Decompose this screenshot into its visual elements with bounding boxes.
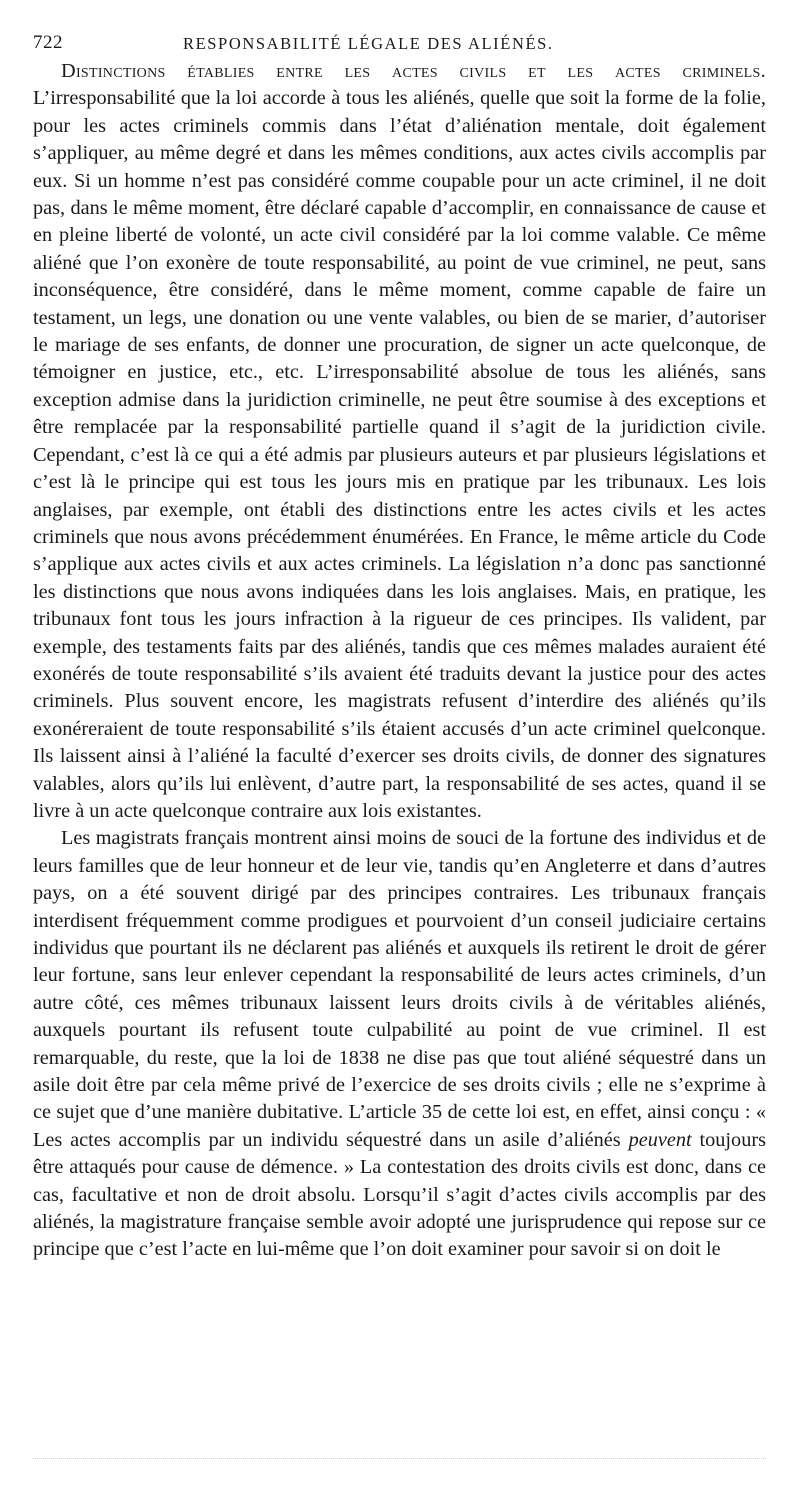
paragraph-2-text-end: toujours être attaqués pour cause de démence. » La contestation des droits civils est donc, dans ce cas, facultative et non de droit absolu. Lorsqu’il s’agit d’actes civils accomplis par des aliénés, la magistrature française semble avoir adopté une jurisprudence qui repose sur ce principe que c’est l’acte en lui-même que l’on doit examiner pour savoir si on doit le [33,1128,766,1261]
book-page [33,28,766,1264]
paragraph-2-text-start: Les magistrats français montrent ainsi moins de souci de la fortune des individus et de leurs familles que de leur honneur et de leur vie, tandis qu’en Angleterre et dans d’autres pays, on a été souvent dirigé par des principes contraires. Les tribunaux français interdisent fréquemment comme prodigues et pourvoient d’un conseil judiciaire certains individus que pourtant ils ne déclarent pas aliénés et auxquels ils retirent le droit de gérer leur fortune, sans leur enlever cependant la responsabilité de leurs actes criminels, d’un autre côté, ces mêmes tribunaux laissent leurs droits civils à de véritables aliénés, auxquels pourtant ils refusent toute culpabilité au point de vue criminel. Il est remarquable, du reste, que la loi de 1838 ne dise pas que tout aliéné séquestré dans un asile doit être par cela même privé de l’exercice de ses droits civils ; elle ne s’exprime à ce sujet que d’une manière dubitative. L’article 35 de cette loi est, en effet, ainsi conçu : « Les actes accomplis par un individu séquestré dans un asile d’aliénés [33,827,766,1151]
bleed-through-line [33,1458,766,1459]
section-heading: Distinctions établies entre les actes civils et les actes criminels. [61,60,766,82]
paragraph-1 [33,58,766,825]
paragraph-2 [33,825,766,1264]
paragraph-1-text: L’irresponsabilité que la loi accorde à tous les aliénés, quelle que soit la forme de la folie, pour les actes criminels commis dans l’état d’aliénation mentale, doit également s’appliquer, au même degré et dans les mêmes conditions, aux actes civils accomplis par eux. Si un homme n’est pas considéré comme coupable pour un acte criminel, il ne doit pas, dans le même moment, être déclaré capable d’accomplir, en connaissance de cause et en pleine liberté de volonté, un acte civil considéré par la loi comme valable. Ce même aliéné que l’on exonère de toute responsabilité, au point de vue criminel, ne peut, sans inconséquence, être considéré, dans le même moment, comme capable de faire un testament, un legs, une donation ou une vente valables, ou bien de se marier, d’autoriser le mariage de ses enfants, de donner une procuration, de signer un acte quelconque, de témoigner en justice, etc., etc. L’irresponsabilité absolue de tous les aliénés, sans exception admise dans la juridiction criminelle, ne peut être soumise à des exceptions et être remplacée par la responsabilité partielle quand il s’agit de la juridiction civile. Cependant, c’est là ce qui a été admis par plusieurs auteurs et par plusieurs législations et c’est là le principe qui est tous les jours mis en pratique par les tribunaux. Les lois anglaises, par exemple, ont établi des distinctions entre les actes civils et les actes criminels que nous avons précédemment énumérées. En France, le même article du Code s’applique aux actes civils et aux actes criminels. La législation n’a donc pas sanctionné les distinctions que nous avons indiquées dans les lois anglaises. Mais, en pratique, les tribunaux font tous les jours infraction à la rigueur de ces principes. Ils valident, par exemple, des testaments faits par des aliénés, tandis que ces mêmes malades auraient été exonérés de toute responsabilité s’ils avaient été traduits devant la justice pour des actes criminels. Plus souvent encore, les magistrats refusent d’interdire des aliénés qu’ils exonéreraient de toute responsabilité s’ils étaient accusés d’un acte criminel quelconque. Ils laissent ainsi à l’aliéné la faculté d’exercer ses droits civils, de donner des signatures valables, alors qu’ils lui enlèvent, d’autre part, la responsabilité de ses actes, quand il se livre à un acte quelconque contraire aux lois existantes. [33,87,766,822]
italic-emphasis: peuvent [628,1128,692,1151]
running-title: RESPONSABILITÉ LÉGALE DES ALIÉNÉS. [183,34,554,53]
body-text [33,58,766,1264]
page-number: 722 [33,32,63,53]
running-head [33,28,766,58]
